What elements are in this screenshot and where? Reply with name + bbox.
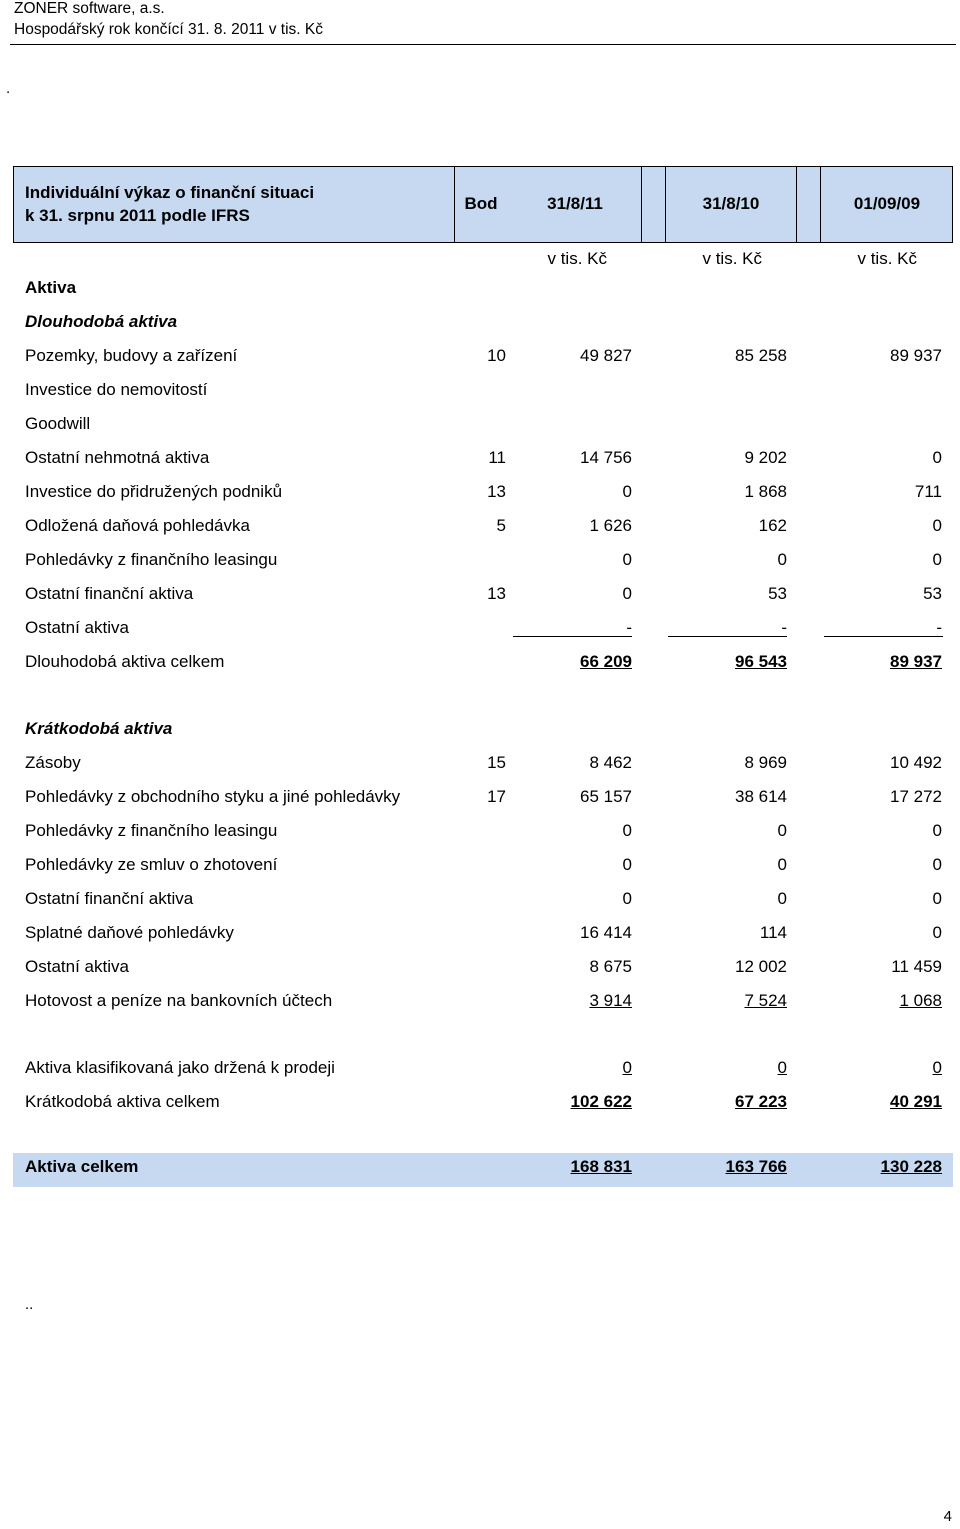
row-value-2011: 0	[622, 550, 632, 569]
row-value-2010: 0	[777, 1058, 787, 1077]
row-label: Investice do přidružených podniků	[25, 482, 283, 501]
table-row	[13, 376, 953, 408]
row-value-2011: 8 675	[589, 957, 632, 976]
table-row	[13, 953, 953, 985]
row-label: Investice do nemovitostí	[25, 380, 208, 399]
table-row	[13, 749, 953, 781]
row-label: Hotovost a peníze na bankovních účtech	[25, 991, 333, 1010]
row-value-2011: 102 622	[570, 1092, 632, 1111]
row-value-2010: 162	[758, 516, 787, 535]
unit-col2: v tis. Kč	[702, 249, 762, 268]
row-note: 17	[487, 787, 506, 806]
row-value-2011: 65 157	[580, 787, 632, 806]
stray-dots: ..	[25, 1296, 34, 1313]
row-label: Ostatní aktiva	[25, 618, 129, 637]
row-value-2009: 53	[923, 584, 942, 603]
row-value-2011: -	[626, 618, 632, 637]
table-title-line1: Individuální výkaz o finanční situaci	[25, 183, 315, 202]
row-value-2009: 0	[932, 855, 942, 874]
row-value-2009: 0	[932, 923, 942, 942]
row-value-2011: 0	[622, 482, 632, 501]
row-value-2011: 8 462	[589, 753, 632, 772]
row-label: Ostatní finanční aktiva	[25, 889, 194, 908]
table-row	[13, 1054, 953, 1086]
table-row	[13, 851, 953, 883]
row-label: Zásoby	[25, 753, 81, 772]
row-label: Goodwill	[25, 414, 91, 433]
row-label: Pohledávky z finančního leasingu	[25, 550, 278, 569]
table-row	[13, 512, 953, 544]
row-label: Splatné daňové pohledávky	[25, 923, 234, 942]
row-value-2011: 3 914	[589, 991, 632, 1010]
row-value-2011: 0	[622, 821, 632, 840]
row-long-term-total	[13, 648, 953, 680]
row-value-2009: 89 937	[890, 346, 942, 365]
row-note: 15	[487, 753, 506, 772]
table-row	[13, 614, 953, 646]
row-label: Aktiva klasifikovaná jako držená k prodeji	[25, 1058, 335, 1077]
unit-col3: v tis. Kč	[857, 249, 917, 268]
row-value-2010: 0	[777, 821, 787, 840]
row-value-2010: 9 202	[744, 448, 787, 467]
row-value-2011: 14 756	[580, 448, 632, 467]
row-label: Aktiva	[25, 278, 77, 297]
table-header	[13, 166, 953, 243]
row-value-2011: 0	[622, 889, 632, 908]
row-value-2010: 114	[759, 923, 787, 942]
table-title	[25, 167, 455, 241]
row-value-2010: 38 614	[735, 787, 787, 806]
row-value-2010: 0	[777, 550, 787, 569]
row-label: Pohledávky z finančního leasingu	[25, 821, 278, 840]
col2-header: 31/8/10	[702, 194, 760, 213]
table-row	[13, 580, 953, 612]
row-value-2010: 0	[777, 889, 787, 908]
row-label: Pozemky, budovy a zařízení	[25, 346, 238, 365]
row-aktiva	[13, 274, 953, 306]
table-row	[13, 546, 953, 578]
row-value-2010: 1 868	[744, 482, 787, 501]
row-value-2009: 0	[932, 1058, 942, 1077]
row-value-2009: 17 272	[890, 787, 942, 806]
fiscal-year-line: Hospodářský rok končící 31. 8. 2011 v tis. Kč	[14, 21, 323, 38]
unit-col1: v tis. Kč	[547, 249, 607, 268]
row-value-2009: 10 492	[890, 753, 942, 772]
row-value-2011: 0	[622, 855, 632, 874]
row-value-2010: 7 524	[744, 991, 787, 1010]
row-short-term-total	[13, 1088, 953, 1120]
row-label: Ostatní finanční aktiva	[25, 584, 194, 603]
subtotal-rule	[668, 636, 787, 637]
row-note: 11	[488, 448, 506, 467]
row-value-2011: 49 827	[580, 346, 632, 365]
row-value-2011: 16 414	[580, 923, 632, 942]
table-row	[13, 342, 953, 374]
row-value-2009: 0	[932, 889, 942, 908]
col3-header: 01/09/09	[853, 194, 921, 213]
row-section-short-term	[13, 715, 953, 747]
table-row	[13, 817, 953, 849]
row-note: 13	[487, 482, 506, 501]
row-section-long-term	[13, 308, 953, 340]
row-value-2010: 12 002	[735, 957, 787, 976]
company-name: ZONER software, a.s.	[14, 0, 165, 17]
row-value-2009: 0	[932, 448, 942, 467]
row-label: Ostatní nehmotná aktiva	[25, 448, 210, 467]
row-value-2010: 0	[777, 855, 787, 874]
row-label: Aktiva celkem	[25, 1157, 139, 1176]
row-note: 10	[487, 346, 506, 365]
page-number: 4	[943, 1508, 952, 1525]
row-label: Krátkodobá aktiva celkem	[25, 1092, 220, 1111]
col-note-header: Bod	[464, 194, 498, 213]
table-row	[13, 410, 953, 442]
row-value-2011: 168 831	[570, 1157, 632, 1176]
row-label: Dlouhodobá aktiva celkem	[25, 652, 225, 671]
row-label: Odložená daňová pohledávka	[25, 516, 250, 535]
header-rule	[10, 44, 956, 45]
row-label: Krátkodobá aktiva	[25, 719, 173, 738]
row-value-2011: 66 209	[580, 652, 632, 671]
table-row	[13, 444, 953, 476]
row-label: Ostatní aktiva	[25, 957, 129, 976]
row-label: Pohledávky ze smluv o zhotovení	[25, 855, 278, 874]
row-value-2009: 130 228	[880, 1157, 942, 1176]
row-value-2009: -	[936, 618, 942, 637]
row-value-2009: 0	[932, 550, 942, 569]
row-value-2010: 163 766	[725, 1157, 787, 1176]
row-note: 5	[496, 516, 506, 535]
table-row	[13, 919, 953, 951]
stray-dot: .	[6, 80, 11, 97]
table-row	[13, 885, 953, 917]
subtotal-rule	[513, 636, 632, 637]
row-label: Dlouhodobá aktiva	[25, 312, 178, 331]
row-value-2009: 1 068	[899, 991, 942, 1010]
row-value-2009: 40 291	[890, 1092, 942, 1111]
row-value-2010: 67 223	[735, 1092, 787, 1111]
row-value-2009: 711	[914, 482, 942, 501]
table-row	[13, 987, 953, 1019]
row-value-2010: 53	[768, 584, 787, 603]
col1-header: 31/8/11	[547, 194, 603, 213]
row-value-2010: 8 969	[744, 753, 787, 772]
subtotal-rule	[824, 636, 943, 637]
row-label: Pohledávky z obchodního styku a jiné pohledávky	[25, 787, 401, 806]
row-note: 13	[487, 584, 506, 603]
row-value-2011: 0	[622, 1058, 632, 1077]
row-value-2009: 0	[932, 821, 942, 840]
row-value-2011: 0	[622, 584, 632, 603]
row-value-2010: -	[781, 618, 787, 637]
row-value-2010: 96 543	[735, 652, 787, 671]
row-value-2009: 11 459	[891, 957, 942, 976]
table-title-line2: k 31. srpnu 2011 podle IFRS	[25, 206, 250, 225]
table-row	[13, 478, 953, 510]
row-value-2009: 89 937	[890, 652, 942, 671]
table-row	[13, 783, 953, 815]
row-value-2009: 0	[932, 516, 942, 535]
row-assets-total	[13, 1153, 953, 1187]
row-value-2011: 1 626	[589, 516, 632, 535]
row-value-2010: 85 258	[735, 346, 787, 365]
